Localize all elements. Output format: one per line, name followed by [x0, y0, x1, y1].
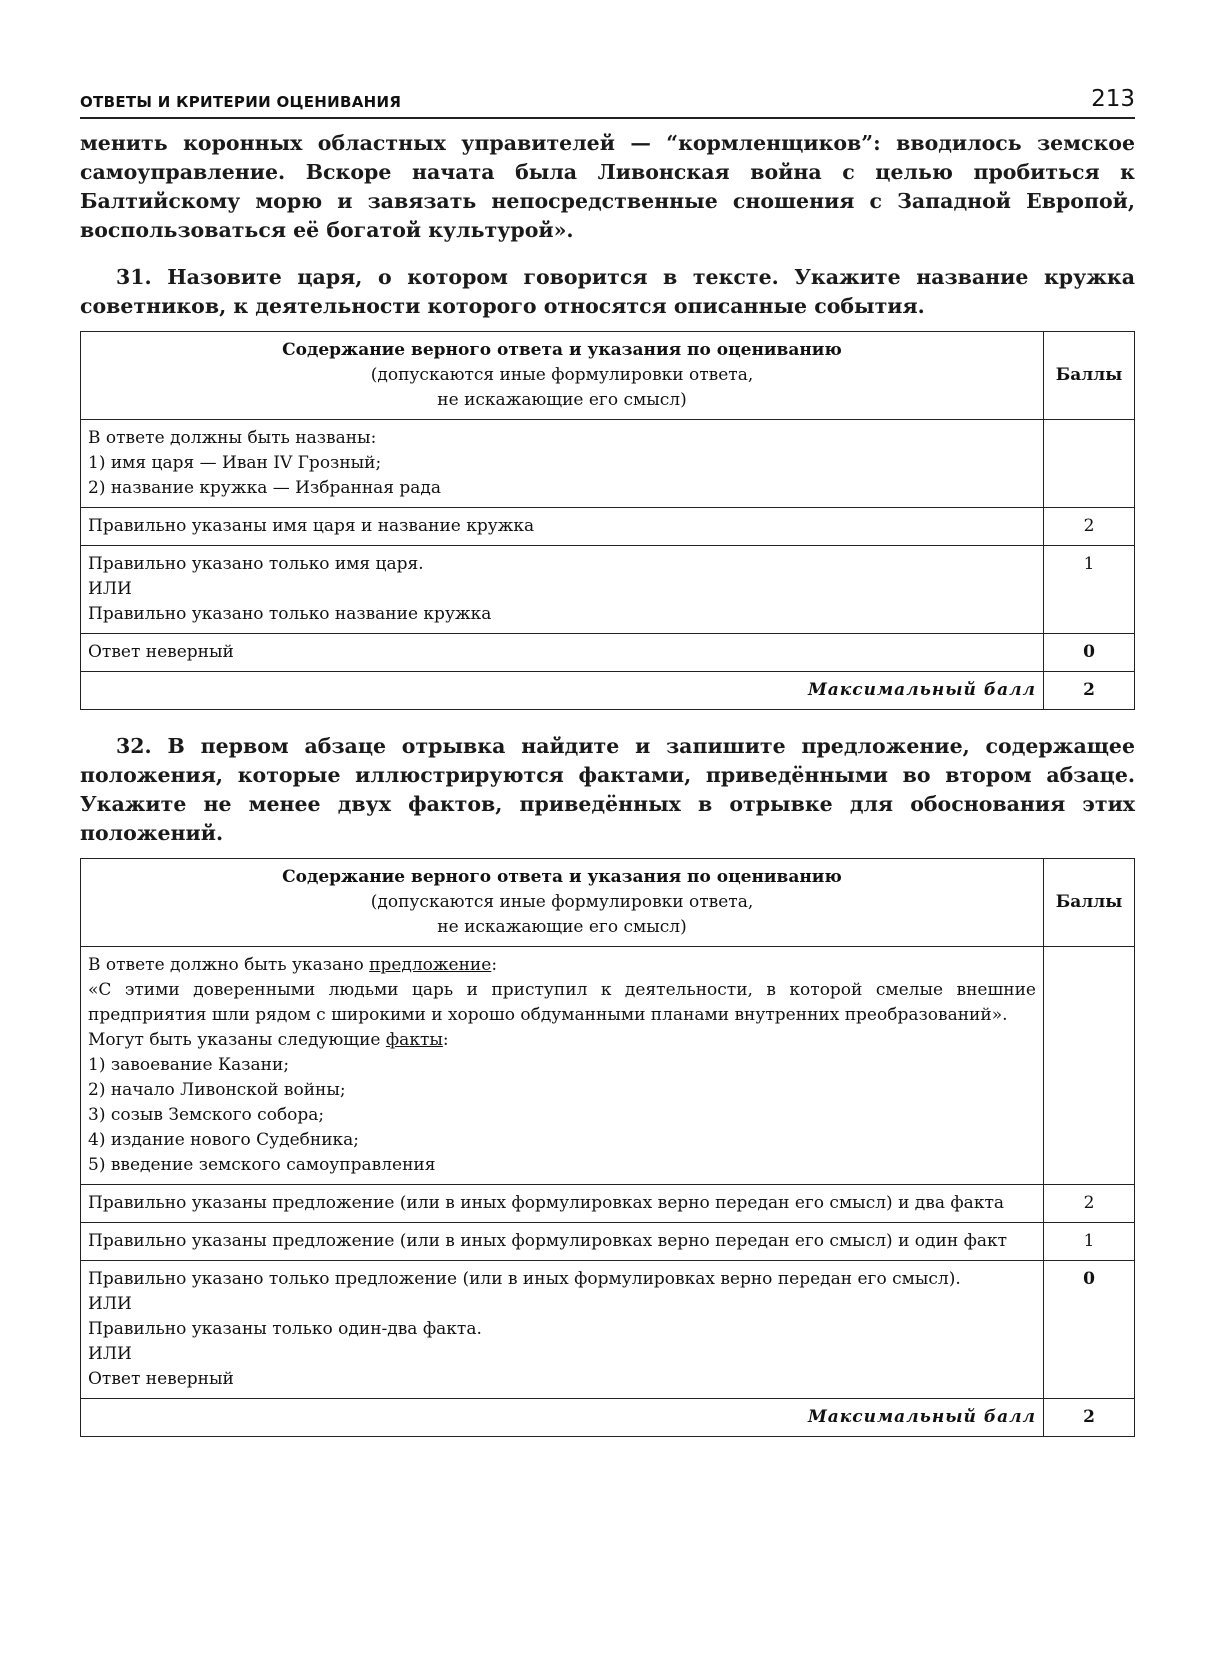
answer-line: 2) название кружка — Избранная рада — [88, 478, 442, 498]
answer-intro — [88, 953, 1036, 978]
criterion-text — [81, 1185, 1044, 1223]
table-header-row — [81, 859, 1135, 947]
max-label: Максимальный балл — [81, 1399, 1044, 1437]
question-32-text: В первом абзаце отрывка найдите и запишите предложение, содержащее положения, которые иллюстрируются фактами, приведёнными во втором абзаце. Укажите не менее двух фактов, приведённых в отрывке для обоснования этих положений. — [80, 734, 1135, 845]
table-header-row — [81, 332, 1135, 420]
criterion-text — [81, 546, 1044, 634]
criterion-line: Ответ неверный — [88, 1369, 234, 1389]
content-header-line2: (допускаются иные формулировки ответа, — [370, 365, 754, 385]
answer-points-empty — [1044, 947, 1135, 1185]
answer-line: 1) имя царя — Иван IV Грозный; — [88, 453, 382, 473]
table-row — [81, 1185, 1135, 1223]
criterion-line: Правильно указано только предложение (или в иных формулировках верно передан его смысл). — [88, 1269, 961, 1289]
criterion-points: 1 — [1044, 1223, 1135, 1261]
criterion-line: ИЛИ — [88, 1294, 132, 1314]
fact-item: 5) введение земского самоуправления — [88, 1155, 436, 1175]
criterion-line: ИЛИ — [88, 1344, 132, 1364]
criterion-line: Правильно указано только название кружка — [88, 604, 492, 624]
criterion-line: Правильно указаны только один-два факта. — [88, 1319, 482, 1339]
facts-intro — [88, 1028, 1036, 1053]
criterion-points: 0 — [1044, 634, 1135, 672]
max-row — [81, 672, 1135, 710]
question-31-number: 31. — [116, 265, 152, 289]
answer-line: В ответе должны быть названы: — [88, 428, 377, 448]
criterion-line: Правильно указаны предложение (или в иных формулировках верно передан его смысл) и два факта — [88, 1193, 1004, 1213]
question-32 — [80, 732, 1135, 848]
table-row — [81, 1261, 1135, 1399]
content-header-line1: Содержание верного ответа и указания по оцениванию — [282, 867, 842, 887]
facts-intro-prefix: Могут быть указаны следующие — [88, 1030, 386, 1050]
content-header-line3: не искажающие его смысл) — [437, 390, 687, 410]
facts-intro-suffix: : — [442, 1030, 449, 1050]
answer-intro-underlined: предложение — [369, 955, 492, 975]
answer-intro-suffix: : — [491, 955, 498, 975]
content-header — [81, 859, 1044, 947]
answer-quote: «С этими доверенными людьми царь и приступил к деятельности, в которой смелые внешние предприятия шли рядом с широкими и хорошо обдуманными планами внутренних преобразований». — [88, 980, 1036, 1025]
criterion-text — [81, 1223, 1044, 1261]
criterion-points: 1 — [1044, 546, 1135, 634]
answer-intro-prefix: В ответе должно быть указано — [88, 955, 370, 975]
points-header: Баллы — [1044, 859, 1135, 947]
criterion-points: 2 — [1044, 508, 1135, 546]
running-header — [80, 88, 1135, 119]
criterion-text — [81, 508, 1044, 546]
question-31-text: Назовите царя, о котором говорится в тексте. Укажите название кружка советников, к деятельности которого относятся описанные события. — [80, 265, 1135, 318]
answer-points-empty — [1044, 420, 1135, 508]
answer-row — [81, 947, 1135, 1185]
criterion-line: Ответ неверный — [88, 642, 234, 662]
answer-content — [81, 947, 1044, 1185]
fact-item: 3) созыв Земского собора; — [88, 1105, 325, 1125]
max-points: 2 — [1044, 1399, 1135, 1437]
criterion-points: 2 — [1044, 1185, 1135, 1223]
page-number: 213 — [1091, 86, 1135, 112]
facts-intro-underlined: факты — [385, 1030, 443, 1050]
content-header-line2: (допускаются иные формулировки ответа, — [370, 892, 754, 912]
criteria-table-32 — [80, 858, 1135, 1437]
criterion-line: Правильно указаны имя царя и название кружка — [88, 516, 535, 536]
table-row — [81, 1223, 1135, 1261]
answer-row — [81, 420, 1135, 508]
max-points: 2 — [1044, 672, 1135, 710]
max-label: Максимальный балл — [81, 672, 1044, 710]
content-header-line1: Содержание верного ответа и указания по оцениванию — [282, 340, 842, 360]
table-row — [81, 546, 1135, 634]
question-32-number: 32. — [116, 734, 152, 758]
page — [80, 88, 1135, 1437]
question-31 — [80, 263, 1135, 321]
max-row — [81, 1399, 1135, 1437]
header-title: ОТВЕТЫ И КРИТЕРИИ ОЦЕНИВАНИЯ — [80, 93, 402, 111]
criterion-line: Правильно указаны предложение (или в иных формулировках верно передан его смысл) и один факт — [88, 1231, 1008, 1251]
table-row — [81, 508, 1135, 546]
points-header: Баллы — [1044, 332, 1135, 420]
table-row — [81, 634, 1135, 672]
intro-paragraph: менить коронных областных управителей — “кормленщиков”: вводилось земское самоуправление. Вскоре начата была Ливонская война с целью пробиться к Балтийскому морю и завязать непосредственные сношения с Западной Европой, воспользоваться её богатой культурой». — [80, 131, 1135, 242]
fact-item: 2) начало Ливонской войны; — [88, 1080, 346, 1100]
answer-content — [81, 420, 1044, 508]
criterion-line: ИЛИ — [88, 579, 132, 599]
criterion-points: 0 — [1044, 1261, 1135, 1399]
content-header — [81, 332, 1044, 420]
criterion-line: Правильно указано только имя царя. — [88, 554, 424, 574]
criterion-text — [81, 634, 1044, 672]
fact-item: 1) завоевание Казани; — [88, 1055, 290, 1075]
criterion-text — [81, 1261, 1044, 1399]
criteria-table-31 — [80, 331, 1135, 710]
content-header-line3: не искажающие его смысл) — [437, 917, 687, 937]
fact-item: 4) издание нового Судебника; — [88, 1130, 360, 1150]
